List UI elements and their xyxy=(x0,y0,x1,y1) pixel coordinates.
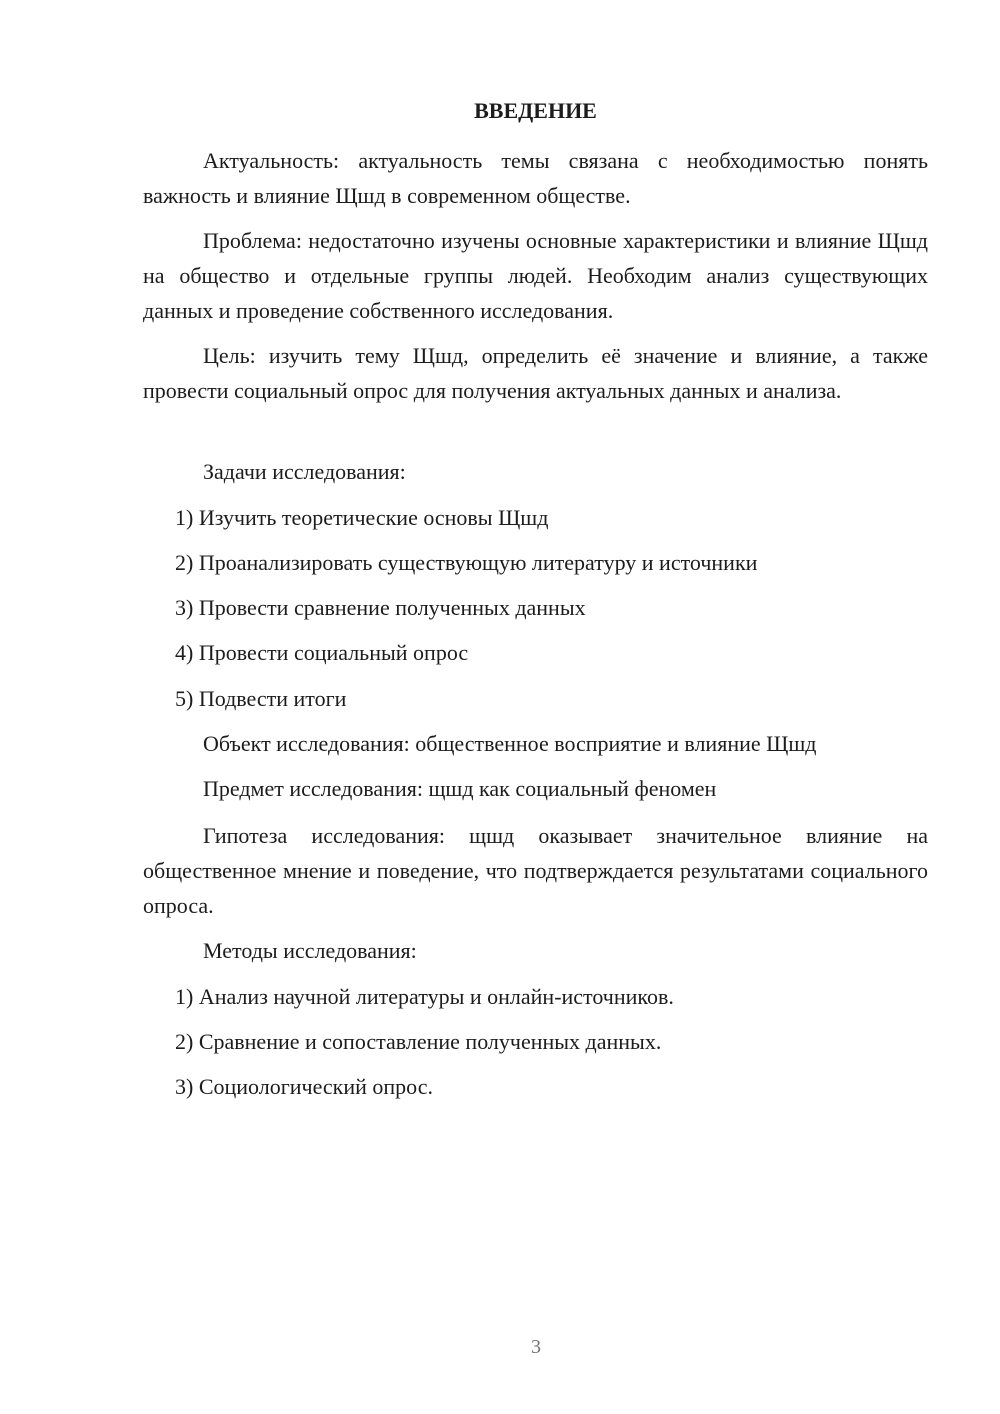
problem-paragraph: Проблема: недостаточно изучены основные характеристики и влияние Щшд на общество и отдельные группы людей. Необходим анализ существующих данных и проведение собственного исследования. xyxy=(143,228,928,323)
goal-paragraph: Цель: изучить тему Щшд, определить её значение и влияние, а также провести социальный опрос для получения актуальных данных и анализа. xyxy=(143,343,928,403)
hypothesis-paragraph: Гипотеза исследования: щшд оказывает значительное влияние на общественное мнение и поведение, что подтверждается результатами социального опроса. xyxy=(143,823,928,918)
object-line: Объект исследования: общественное восприятие и влияние Щшд xyxy=(203,731,817,756)
page-number: 3 xyxy=(531,1336,541,1358)
subject-line: Предмет исследования: щшд как социальный феномен xyxy=(203,776,717,801)
relevance-paragraph: Актуальность: актуальность темы связана с необходимостью понять важность и влияние Щшд в современном обществе. xyxy=(143,148,928,208)
task-item-3: 3) Провести сравнение полученных данных xyxy=(175,595,586,620)
task-item-5: 5) Подвести итоги xyxy=(175,686,347,711)
methods-heading: Методы исследования: xyxy=(203,938,417,963)
task-item-2: 2) Проанализировать существующую литературу и источники xyxy=(175,550,758,575)
method-item-2: 2) Сравнение и сопоставление полученных данных. xyxy=(175,1029,662,1054)
method-item-1: 1) Анализ научной литературы и онлайн-источников. xyxy=(175,984,674,1009)
task-item-1: 1) Изучить теоретические основы Щшд xyxy=(175,505,549,530)
section-title: ВВЕДЕНИЕ xyxy=(474,98,597,123)
task-item-4: 4) Провести социальный опрос xyxy=(175,640,469,665)
tasks-heading: Задачи исследования: xyxy=(203,459,406,484)
method-item-3: 3) Социологический опрос. xyxy=(175,1074,433,1099)
